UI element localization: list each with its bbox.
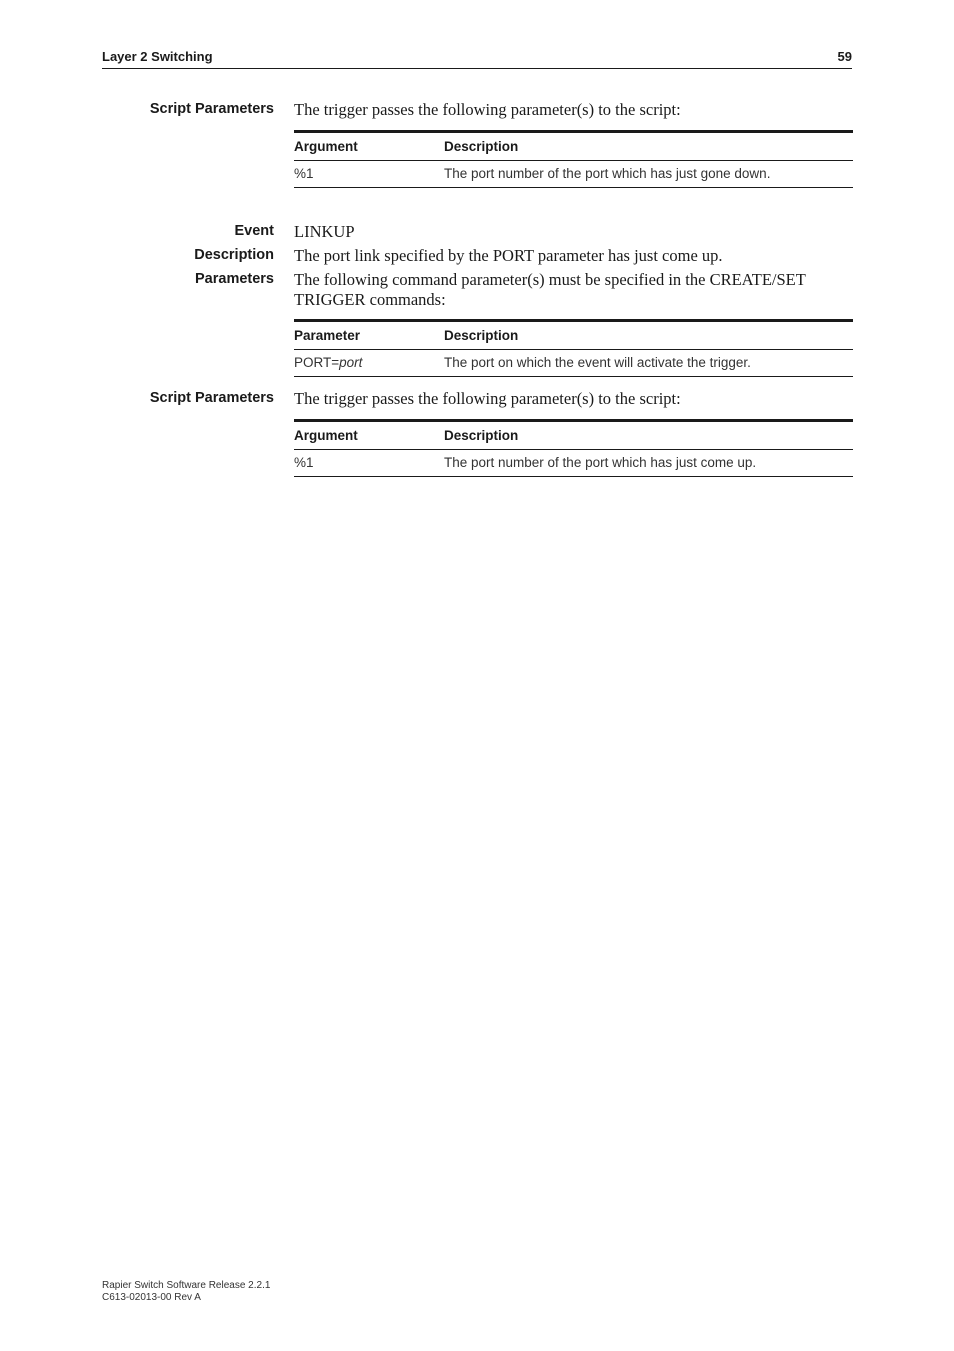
footer-release: Rapier Switch Software Release 2.2.1: [102, 1280, 271, 1291]
page-header: [102, 48, 852, 69]
parameters-label: Parameters: [195, 271, 274, 287]
script-parameters-label-2: Script Parameters: [149, 390, 274, 406]
argument-cell: %1: [294, 450, 444, 477]
table-row: [294, 350, 853, 377]
parameter-cell: [294, 350, 444, 377]
table-row: [294, 161, 853, 188]
description-value: The port link specified by the PORT parameter has just come up.: [294, 246, 723, 265]
table-header-row: [294, 421, 853, 450]
column-header-parameter: Parameter: [294, 321, 444, 350]
column-header-description: Description: [444, 321, 853, 350]
parameters-table: [294, 319, 853, 377]
description-label: Description: [194, 247, 274, 263]
page-number: 59: [837, 49, 852, 64]
table-header-row: [294, 132, 853, 161]
page-footer: [102, 1280, 270, 1304]
argument-cell: %1: [294, 161, 444, 188]
header-title: Layer 2 Switching: [102, 49, 213, 64]
footer-document-id: C613-02013-00 Rev A: [102, 1292, 201, 1303]
column-header-description: Description: [444, 421, 853, 450]
event-label: Event: [234, 223, 274, 239]
parameters-text: The following command parameter(s) must be specified in the CREATE/SET TRIGGER commands:: [294, 270, 806, 309]
event-value: LINKUP: [294, 222, 355, 241]
description-cell: The port number of the port which has just gone down.: [444, 161, 853, 188]
column-header-description: Description: [444, 132, 853, 161]
description-cell: The port on which the event will activate the trigger.: [444, 350, 853, 377]
script-parameters-table-2: [294, 419, 853, 477]
script-parameters-table: [294, 130, 853, 188]
parameter-name: PORT=: [294, 355, 340, 370]
column-header-argument: Argument: [294, 132, 444, 161]
script-parameters-label: Script Parameters: [149, 101, 274, 117]
table-row: [294, 450, 853, 477]
description-cell: The port number of the port which has just come up.: [444, 450, 853, 477]
script-parameters-text-2: The trigger passes the following parameter(s) to the script:: [294, 389, 681, 408]
column-header-argument: Argument: [294, 421, 444, 450]
parameter-value-placeholder: port: [339, 355, 363, 370]
table-header-row: [294, 321, 853, 350]
script-parameters-text: The trigger passes the following parameter(s) to the script:: [294, 100, 681, 119]
